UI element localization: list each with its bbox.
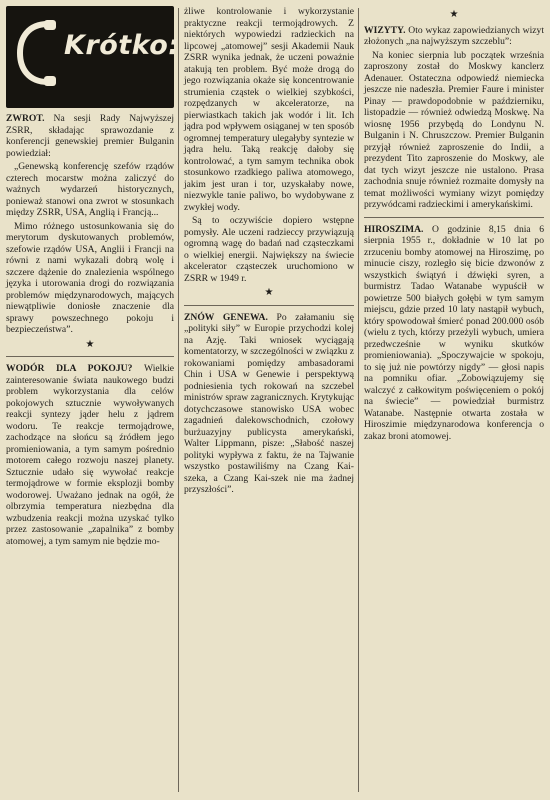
column-divider bbox=[358, 8, 359, 792]
telephone-icon bbox=[14, 18, 60, 88]
article-wodor-cont: żliwe kontrolowanie i wykorzystanie praktyczne reakcji termojądrowych. Z niektórych wypowiedzi radzieckich na lipcowej „atomowej” sesji Akademii Nauk ZSRR wynika jednak, że uczeni poważnie atakują ten problem. Być może drogą do jego rozwiązania okaże się koncentrowanie strumienia cząstek o wielkiej szybkości, rozpędzanych w akceleratorze, na pierwiastkach takich jak wodór i lit. Ich jądra pod wpływem osiąganej w ten sposób ogromnej temperatury ulegałyby syntezie w jądra helu. Taką reakcję dałoby się kontrolować, a tym samym technika obok stosunkowo rzadkiego paliwa atomowego, jakim jest uran i tor, uzyskałaby nowe, niezwykle tanie paliwo, bo wydobywane z zwykłej wody. bbox=[184, 6, 354, 213]
article-title: HIROSZIMA. bbox=[364, 223, 424, 235]
article-title: ZWROT. bbox=[6, 113, 45, 124]
article-genewa-p1: ZNÓW GENEWA. Po załamaniu się „polityki siły” w Europie przychodzi kolej na Azję. Taki wniosek wyciągają komentatorzy, w szczególności w związku z rokowaniami pomiędzy ambasadorami Chin i USA w Genewie i perspektywą podniesienia tych rokowań na szczebel ministrów spraw zagranicznych. Krytykując dotychczasowe stanowisko USA wobec zagadnień dalekowschodnich, czołowy burżuazyjny publicysta amerykański, Walter Lippmann, pisze: „Słabość naszej polityki wypływa z faktu, że na Tajwanie wszystko postawiliśmy na Czang Kai-szeka, a Czang Kai-szek nie ma żadnej przyszłości”. bbox=[184, 311, 354, 495]
column-2 bbox=[184, 6, 354, 796]
article-title: WIZYTY. bbox=[364, 24, 406, 36]
section-title: Krótko: bbox=[64, 30, 180, 61]
article-wodor-p2: Są to oczywiście dopiero wstępne pomysły. Ale uczeni radzieccy przywiązują ogromną wagę do badań nad cząsteczkami o wielkiej energii. Największy na świecie akcelerator cząsteczek uruchomiono w ZSRR w 1949 r. bbox=[184, 215, 354, 284]
article-zwrot-p1: ZWROT. Na sesji Rady Najwyższej ZSRR, składając sprawozdanie z konferencji genewskiej premier Bulganin powiedział: bbox=[6, 113, 174, 159]
article-hiroszima-p1: HIROSZIMA. O godzinie 8,15 dnia 6 sierpnia 1955 r., dokładnie w 10 lat po zrzuceniu bomby atomowej na Hiroszimę, po minucie ciszy, rozległo się bicie dzwonów z wszystkich świątyń i dźwięki syren, a burmistrz Tadao Watanabe wypuścił w powietrze 500 białych gołębi w tym samym miejscu, gdzie przed 10 laty nastąpił wybuch, który spowodował śmierć ponad 200.000 osób (wielu z tych, którzy przeżyli wybuch, umiera przedwcześnie w wyniku skutków promieniowania). „Spoczywajcie w spokoju, to się już nie powtórzy nigdy” — głosi napis na pomniku ofiar. „Zobowiązujemy się walczyć z całkowitym poświęceniem o pokój na świecie” — powiedział burmistrz Watanabe. Następnie otwarta została w Hiroszimie międzynarodowa konferencja o zakaz broni atomowej. bbox=[364, 223, 544, 442]
article-wizyty-p1: WIZYTY. Oto wykaz zapowiedzianych wizyt złożonych „na najwyższym szczeblu”: bbox=[364, 24, 544, 47]
article-wizyty-p2: Na koniec sierpnia lub początek września zaproszony został do Moskwy kanclerz Adenauer. Ostateczna odpowiedź niemiecka jeszcze nie nadeszła. Premier Faure i minister Pinay — prawdopodobnie w październiku, listopadzie — również odwiedzą Moskwę. Na wiosnę 1956 przybędą do Londynu N. Bulganin i N. Chruszczow. Premier Bulganin przyjął również zaproszenie do Indii, a prezydent Tito zaproszenie do Moskwy, ale dat tych wizyt jeszcze nie ustalono. Prasa zachodnia snuje również rozmaite domysły na temat możliwości wymiany wizyt pomiędzy przywódcami radzieckimi i amerykańskimi. bbox=[364, 49, 544, 210]
horizontal-divider bbox=[184, 305, 354, 306]
column-1 bbox=[6, 6, 180, 796]
article-title: ZNÓW GENEWA. bbox=[184, 311, 268, 323]
star-separator: ★ bbox=[449, 9, 459, 20]
star-separator: ★ bbox=[264, 287, 274, 298]
horizontal-divider bbox=[364, 217, 544, 218]
article-wodor-p1: WODÓR DLA POKOJU? Wielkie zainteresowanie świata naukowego budzi problem wykorzystania dla celów pokojowych sztucznie wywoływanych reakcji syntezy jąder helu z jądrem wodoru. Te reakcje termojądrowe, zachodzące na słońcu są źródłem jego promieniowania, a tym samym pośrednio motorem całego rozwoju naszej planety. Sztucznie udało się wywołać reakcje termojądrowe w formie eksplozji bomby wodorowej. Uważano jednak na ogół, że olbrzymia temperatura niezbędna dla wzbudzenia reakcji można uzyskać tylko przez zastosowanie „zapalnika” z bomby atomowej, a tym samym nie będzie mo- bbox=[6, 363, 175, 547]
horizontal-divider bbox=[6, 356, 174, 357]
krotko-logo bbox=[6, 6, 180, 108]
article-zwrot-p3: Mimo różnego ustosunkowania się do merytorum dyskutowanych problemów, szefowie rządów USA, Anglii i Francji na równi z nami wykazali dobrą wolę i szczere dążenie do znalezienia wspólnego języka i utorowania drogi do rozwiązania problemów międzynarodowych, mających niewątpliwie doniosłe znaczenie dla sprawy powszechnego pokoju i bezpieczeństwa”. bbox=[6, 220, 174, 335]
column-divider bbox=[178, 8, 179, 792]
article-title: WODÓR DLA POKOJU? bbox=[6, 363, 133, 374]
column-3 bbox=[364, 6, 544, 796]
star-separator: ★ bbox=[85, 338, 95, 350]
article-zwrot-p2: „Genewską konferencję szefów rządów czterech mocarstw można zaliczyć do ważnych wydarzeń historycznych, ponieważ stanowi ona zwrot w stosunkach między ZSRR, USA, Anglią i Francją... bbox=[6, 161, 174, 218]
